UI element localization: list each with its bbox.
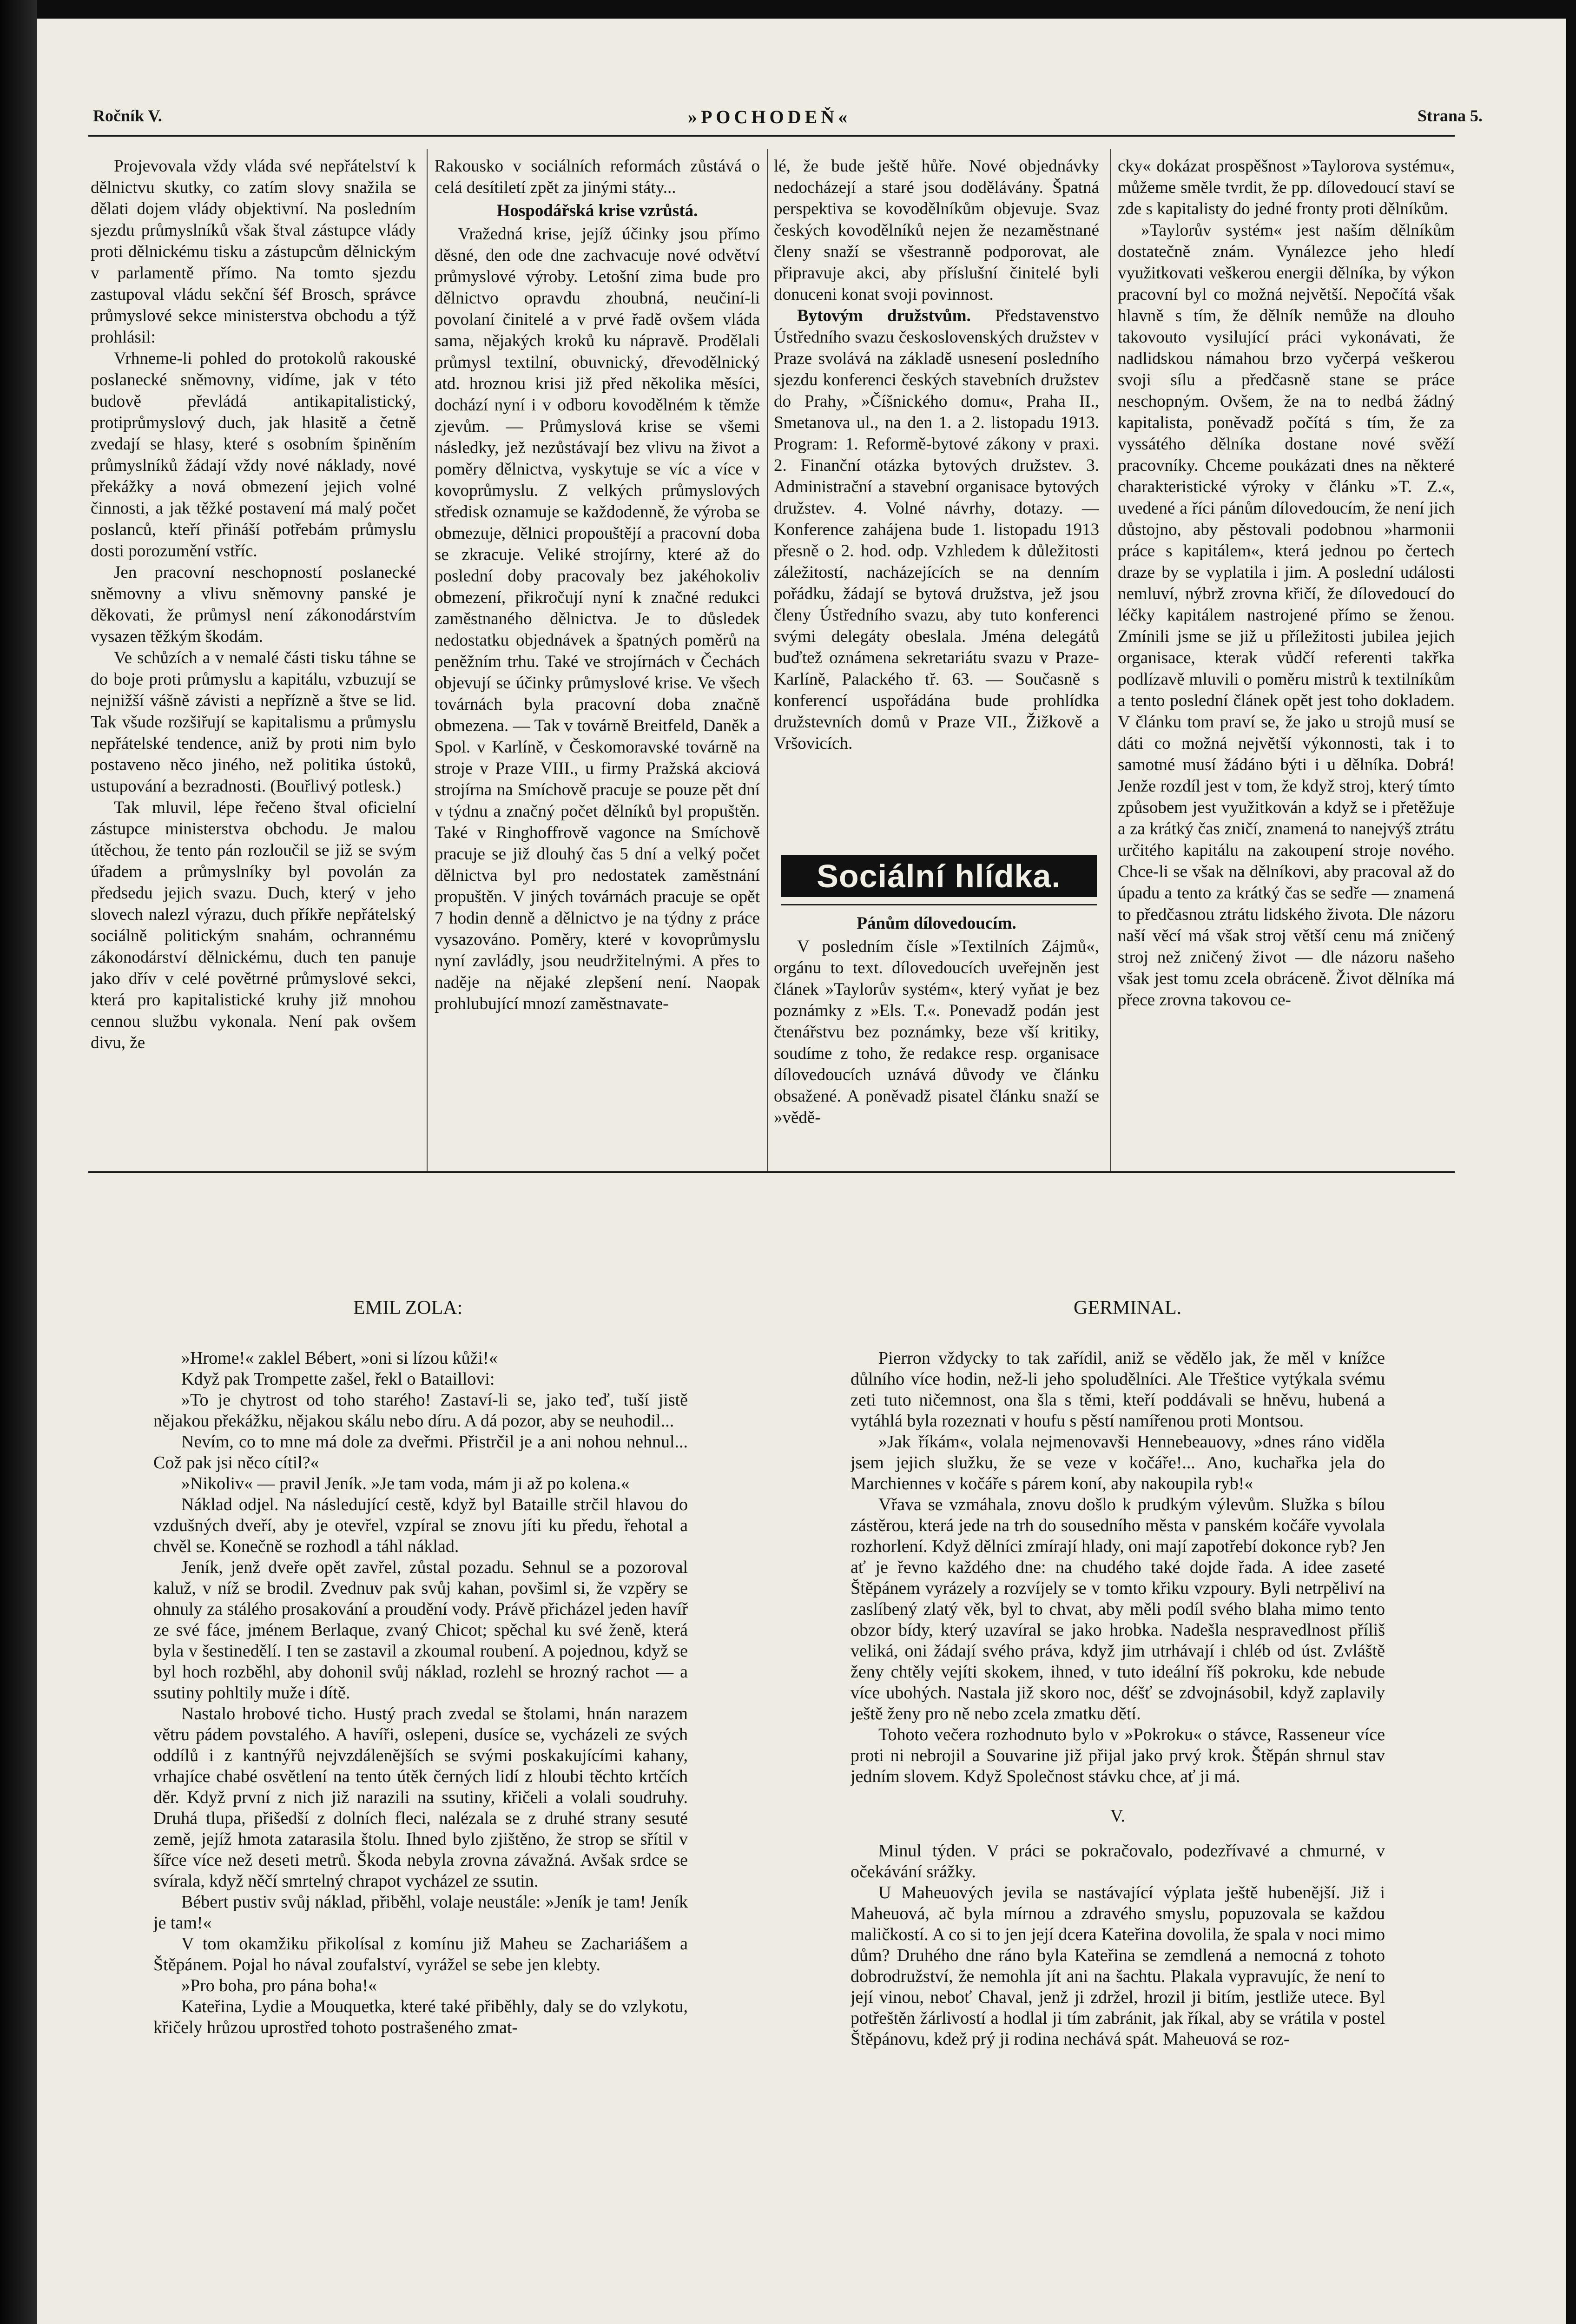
paragraph: Projevovala vždy vláda své nepřátelství k dělnictvu skutky, co zatím slovy snažila se dělati dojem vlády objektivní. Na posledním sjezdu průmyslníků však štval zástupce vlády proti dělnickému tisku a zástupcům dělnickým v parlamentě přímo. Na tomto sjezdu zastupoval vládu sekční šéf Brosch, správce průmyslové sekce ministerstva obchodu a týž prohlásil:: [91, 157, 416, 347]
serial-column-left: [153, 1348, 688, 2324]
article-column-3: [774, 156, 1099, 844]
paragraph: cky« dokázat prospěšnost »Taylorova systému«, můžeme směle tvrdit, že pp. dílovedoucí staví se zde s kapitalisty do jedné fronty proti dělníkům.: [1118, 157, 1455, 218]
serial-title: GERMINAL.: [1074, 1297, 1182, 1319]
article-column-4: [1118, 156, 1455, 1164]
paragraph: Kateřina, Lydie a Mouquetka, které také přiběhly, daly se do vzlykotu, křičely hrůzou uprostřed tohoto postrašeného zmat-: [153, 1997, 688, 2037]
social-column: [774, 911, 1099, 1164]
paragraph: Bébert pustiv svůj náklad, přiběhl, volaje neustále: »Jeník je tam! Jeník je tam!«: [153, 1892, 688, 1933]
paragraph: Náklad odjel. Na následující cestě, když byl Bataille strčil hlavou do vzdušných dveří, aby je otevřel, vzpíral se znovu jíti ku předu, řehotal a chvěl se. Konečně se rozhodl a táhl náklad.: [153, 1495, 688, 1556]
paragraph: »Nikoliv« — pravil Jeník. »Je tam voda, mám ji až po kolena.«: [181, 1474, 630, 1493]
section-banner: [781, 855, 1097, 897]
inline-heading: Bytovým družstvům.: [797, 306, 971, 325]
scan-border-left: [0, 0, 37, 2324]
paragraph: »Jak říkám«, volala nejmenovavši Hennebeauovy, »dnes ráno viděla jsem jejich služku, že se veze v kočáře!... Ano, kuchařka jela do Marchiennes v kočáře s párem koní, aby nakoupila ryb!«: [851, 1432, 1385, 1493]
header-volume: Ročník V.: [93, 106, 162, 125]
paragraph: Tohoto večera rozhodnuto bylo v »Pokroku« o stávce, Rasseneur více proti ni nebrojil a Souvarine již přijal jako prvý krok. Štěpán shrnul stav jedním slovem. Když Společnost stávku chce, ať ji má.: [851, 1725, 1385, 1786]
paragraph: Rakousko v sociálních reformách zůstává o celá desítiletí zpět za jinými státy...: [435, 157, 760, 197]
article-subheading: Pánům dílovedoucím.: [857, 914, 1016, 933]
paragraph: Pierron vždycky to tak zařídil, aniž se vědělo jak, že měl v knížce důlního více hodin, než-li jeho spoludělníci. Ale Třeštice vytýkala svému zeti tuto ničemnost, ona šla s těmi, kteří poddávali se hněvu, hubená a vytáhlá byla rozeznati v houfu s pěstí namířenou proti Montsou.: [851, 1348, 1385, 1431]
paragraph: Tak mluvil, lépe řečeno štval oficielní zástupce ministerstva obchodu. Je malou útěchou, že tento pán rozloučil se již se svým úřadem a průmyslníky byl povolán za předsedu jejich svazu. Duch, který v jeho slovech nalezl výrazu, duch příkře nepřátelský sociálně politickým snahám, ochrannému zákonodárství dělnickému, duch ten panuje jako dřív v celé povětrné průmyslové sekci, která pro kapitalistické kruhy již mnohou cennou službu vykonala. Není pak ovšem divu, že: [91, 798, 416, 1052]
header-masthead: »POCHODEŇ«: [688, 106, 851, 127]
paragraph: Ve schůzích a v nemalé části tisku táhne se do boje proti průmyslu a kapitálu, vzbuzují se nejnižší vášně závisti a nepřízně a štve se lid. Tak všude rozšiřují se kapitalismu a průmyslu nepřátelské tendence, aniž by proti nim bylo postaveno něco jiného, než politika ústoků, ustupování a bezradnosti. (Bouřlivý potlesk.): [91, 648, 416, 796]
paragraph: V posledním čísle »Textilních Zájmů«, orgánu to text. dílovedoucích uveřejněn jest článek »Taylorův systém«, který vyňat je bez poznámky z »Els. T.«. Ponevadž podán jest čtenářstvu bez poznámky, beze vší kritiky, soudíme z toho, že redakce resp. organisace dílovedoucích uznává důvody ve článku obsažené. A poněvadž pisatel článku snaží se »vědě-: [774, 937, 1099, 1127]
paragraph: Jen pracovní neschopností poslanecké sněmovny a vlivu sněmovny panské je děkovati, že průmysl není zákonodárstvím vysazen těžkým škodám.: [91, 563, 416, 646]
paragraph-text: Představenstvo Ústředního svazu československých družstev v Praze svolává na základě usnesení posledního sjezdu konferenci českých stavebních družstev do Prahy, »Číšnického domu«, Praha II., Smetanova ul., na den 1. a 2. listopadu 1913. Program: 1. Reformě-bytové zákony v praxi. 2. Finanční otázka bytových družstev. 3. Administrační a stavební organisace bytových družstev. 4. Volné návrhy, dotazy. — Konference zahájena bude 1. listopadu 1913 přesně o 2. hod. odp. Vzhledem k důležitosti záležitostí, nacházejících se na denním pořádku, žádají se bytová družstva, jež jsou členy Ústředního svazu, aby tuto konferenci svými delegáty obeslala. Jména delegátů buďtež oznámena sekretariátu svazu v Praze-Karlíně, Palackého tř. 63. — Současně s konferencí uspořádána bude prohlídka družstevních domů v Praze VII., Žižkově a Vršovicích.: [774, 306, 1099, 753]
section-banner-title: Sociální hlídka.: [817, 858, 1061, 894]
column-divider: [1110, 149, 1111, 1171]
serial-column-right: [851, 1348, 1385, 2324]
section-heading: Hospodářská krise vzrůstá.: [496, 201, 698, 220]
paragraph: »To je chytrost od toho starého! Zastaví-li se, jako teď, tuší jistě nějakou překážku, nějakou skálu nebo díru. A dá pozor, aby se neuhodil...: [153, 1390, 688, 1431]
paragraph: »Hrome!« zaklel Bébert, »oni si lízou kůži!«: [181, 1348, 498, 1368]
banner-rule: [781, 904, 1097, 905]
paragraph: Jeník, jenž dveře opět zavřel, zůstal pozadu. Sehnul se a pozoroval kaluž, v níž se brodil. Zvednuv pak svůj kahan, povšiml si, že vzpěry se ohnuly za stálého prosakování a proudění vody. Právě přicházel jeden havíř ze své fáce, jménem Berlaque, zvaný Chicot; spěchal ku své ženě, která byla v šestinedělí. I ten se zastavil a zkoumal roubení. A pojednou, když se byl hoch rozběhl, aby dohonil svůj náklad, rozlehl se hrozný rachot — a ssutiny pohltily muže i dítě.: [153, 1558, 688, 1703]
paragraph: Vražedná krise, jejíž účinky jsou přímo děsné, den ode dne zachvacuje nové odvětví průmyslové výroby. Letošní zima bude pro dělnictvo opravdu zhoubná, neučiní-li povolaní činitelé a v prvé řadě ovšem vláda sama, nějakých kroků ku nápravě. Prodělali průmysl textilní, obuvnický, dřevodělnický atd. hroznou krisi již před několika měsíci, dochází nyní i v odboru kovodělném k těmže zjevům. — Průmyslová krise se všemi následky, jež nezůstávají bez vlivu na život a poměry dělnictva, vyskytuje se víc a více v kovoprůmyslu. Z velkých průmyslových středisk oznamuje se každodenně, že výroba se obmezuje, dělnici propouštějí a pracovní doba se zkracuje. Veliké strojírny, které až do poslední doby pracovaly bez jakéhokoliv obmezení, přikročují nyní k značné redukci zaměstnaného dělnictva. Je to důsledek nedostatku objednávek a špatných poměrů na peněžním trhu. Také ve strojírnách v Čechách objevují se účinky průmyslové krise. Ve všech továrnách byla pracovní doba značně obmezena. — Tak v továrně Breitfeld, Daněk a Spol. v Karlíně, v Českomoravské továrně na stroje v Praze VIII., u firmy Pražská akciová strojírna na Smíchově pracuje se pouze pět dní v týdnu a značný počet dělníků byl propuštěn. Také v Ringhoffrově vagonce na Smíchově pracuje se již dlouhý čas 5 dní a velký počet dělnictva byl pro nedostatek zaměstnání propuštěn. V jiných továrnách pracuje se opět 7 hodin denně a dělnictvo je na týdny z práce vysazováno. Poměry, které v kovoprůmyslu nyní zavládly, jsou neudržitelnými. A přes to naděje na nějaké zlepšení není. Naopak prohlubující mnozí zaměstnavate-: [435, 224, 760, 1013]
paragraph: V tom okamžiku přikolísal z komínu již Maheu se Zachariášem a Štěpánem. Pojal ho nával zoufalství, vyrážel se sebe jen klebty.: [153, 1934, 688, 1974]
paragraph: »Taylorův systém« jest naším dělníkům dostatečně znám. Vynálezce jeho hledí využitkovati veškerou energii dělníka, by výkon pracovní byl co možná největší. Nepočítá však hlavně s tím, že dělník nemůže na dlouho takovouto vysilující práci vykonávati, že nadlidskou námahou brzo vyčerpá veškerou svoji sílu a předčasně stane se práce neschopným. Ovšem, že na to nedbá žádný kapitalista, poněvadž počítá s tím, že za vyssátého dělníka dostane nové svěží pracovníky. Chceme poukázati dnes na některé charakteristické výroky v článku »T. Z.«, uvedené a říci pánům dílovedoucím, že není jich důstojno, aby pěstovali podobnou »harmonii práce s kapitálem«, která jednou po čertech draze by se vyplatila i jim. A poslední události nemluví, nýbrž zrovna křičí, že dílovedoucí do léčky kapitálem nastrojené přímo se ženou. Zmínili jsme se již u příležitosti jubilea jejich organisace, kterak vůdčí referenti takřka podlízavě mluvili o poměru mistrů k textilníkům a tento poslední článek opět jest toho dokladem. V článku tom praví se, že jako u strojů musí se dáti co možná největší výkonnosti, tak i to samotné musí žádáno býti i u dělníka. Dobrá! Jenže rozdíl jest v tom, že když stroj, který tímto způsobem jest využitkován a když se i přetěžuje a za krátký čas zničí, znamená to nanejvýš ztrátu určitého kapitálu na zakoupení stroje nového. Chce-li se však na dělníkovi, aby pracoval až do úpadu a tento za krátký čas se sedře — znamená to předčasnou ztrátu lidského života. Dle názoru naší věcí má však stroj větší cenu má zničený stroj než zničený život — dle názoru našeho však jest tomu zcela obráceně. Život dělníka má přece zrovna takovou ce-: [1118, 221, 1455, 1010]
chapter-number: V.: [1110, 1806, 1126, 1826]
paragraph: Nevím, co to mne má dole za dveřmi. Přistrčil je a ani nohou nehnul... Což pak jsi něco cítil?«: [153, 1432, 688, 1472]
article-column-2: [435, 156, 760, 1164]
article-column-1: [91, 156, 416, 1164]
paragraph: Když pak Trompette zašel, řekl o Bataillovi:: [181, 1369, 495, 1389]
paragraph: [774, 305, 1099, 754]
header-page-number: Strana 5.: [1418, 106, 1483, 125]
section-rule: [88, 1171, 1455, 1173]
paragraph: Nastalo hrobové ticho. Hustý prach zvedal se štolami, hnán narazem větru pádem povstalého. A havíři, oslepeni, dusíce se, vycházeli ze svých oddílů i z kantnýřů nejvzdálenějších se svými poskakujícími kahany, vrhajíce chabé osvětlení na tento útěk černých lidí z hloubi těchto krtčích děr. Když první z nich již narazili na ssutiny, křičeli a volali soudruhy. Druhá tlupa, přišedší z dolních fleci, nalézala se z druhé strany sesuté země, jejíž hmota zatarasila štolu. Ihned bylo zjištěno, že strop se sřítil v šířce více než deseti metrů. Škoda nebyla zrovna závažná. Avšak srdce se svírala, když něčí smrtelný chrapot vycházel ze ssutin.: [153, 1704, 688, 1891]
serial-author: EMIL ZOLA:: [353, 1297, 463, 1319]
paragraph: Vrhneme-li pohled do protokolů rakouské poslanecké sněmovny, vidíme, jak v této budově převládá antikapitalistický, protiprůmyslový duch, jak hlasitě a četně zvedají se hlasy, které s osobním špiněním průmyslníků žádají vždy nové náklady, nové překážky a nová obmezení jejich volné činnosti, a jak těžké postavení má malý počet poslanců, kteří přináší potřebám průmyslu dosti porozumění vstříc.: [91, 349, 416, 561]
paragraph: Vřava se vzmáhala, znovu došlo k prudkým výlevům. Služka s bílou zástěrou, která jede na trh do sousedního města v panském kočáře vyvolala rozhorlení. Když dělníci zmírají hlady, oni mají zapotřebí dokonce ryb? Jen ať je řevno každého dne: na chudého také dojde řada. A idee zaseté Štěpánem vyrázely a rozvíjely se v tomto křiku vzpoury. Byli netrpěliví na zaslíbený zlatý věk, byl to chvat, aby měli podíl svého blaha mimo tento obzor bídy, který uzavíral se jako hrobka. Nadešla nespravedlnost příliš veliká, oni žádají svého práva, když jim utrhávají i chléb od úst. Zvláště ženy chtěly vejíti skokem, ihned, v tuto ideální říš pokroku, kde nebude více ubohých. Nastala již skoro noc, déšť se zdvojnásobil, když zaplavily ještě ženy pro ně nebo zcela zmatku dětí.: [851, 1495, 1385, 1723]
header-rule: [88, 135, 1455, 137]
paragraph: lé, že bude ještě hůře. Nové objednávky nedocházejí a staré jsou dodělávány. Špatná perspektiva se kovodělníkům objevuje. Svaz českých kovodělníků nejen že nezaměstnané členy snaží se všestranně podporovat, ale připravuje akci, aby příslušní činitelé byli donuceni konat svoji povinnost.: [774, 157, 1099, 304]
paragraph: Minul týden. V práci se pokračovalo, podezřívavé a chmurné, v očekávání srážky.: [851, 1841, 1385, 1882]
paragraph: U Maheuových jevila se nastávající výplata ještě hubenější. Již i Maheuová, ač byla mírnou a zdravého smyslu, popuzovala se každou maličkostí. A co si to jen její dcera Kateřina dovolila, že spala v noci mimo dům? Druhého dne ráno byla Kateřina se zemdlená a nemocná z tohoto dobrodružství, že nemohla jít ani na šachtu. Plakala vypravujíc, že není to její vinou, neboť Chaval, jenž ji zdržel, hrozil ji bitím, jestliže utece. Byl potřeštěn žárlivostí a hodlal ji tím zabránit, jak říkal, aby se vrátila v postel Štěpánovu, kdež prý ji rodina nechává spát. Maheuová se roz-: [851, 1883, 1385, 2049]
column-divider: [427, 149, 428, 1171]
paragraph: »Pro boha, pro pána boha!«: [181, 1976, 377, 1995]
column-divider: [767, 149, 768, 1171]
